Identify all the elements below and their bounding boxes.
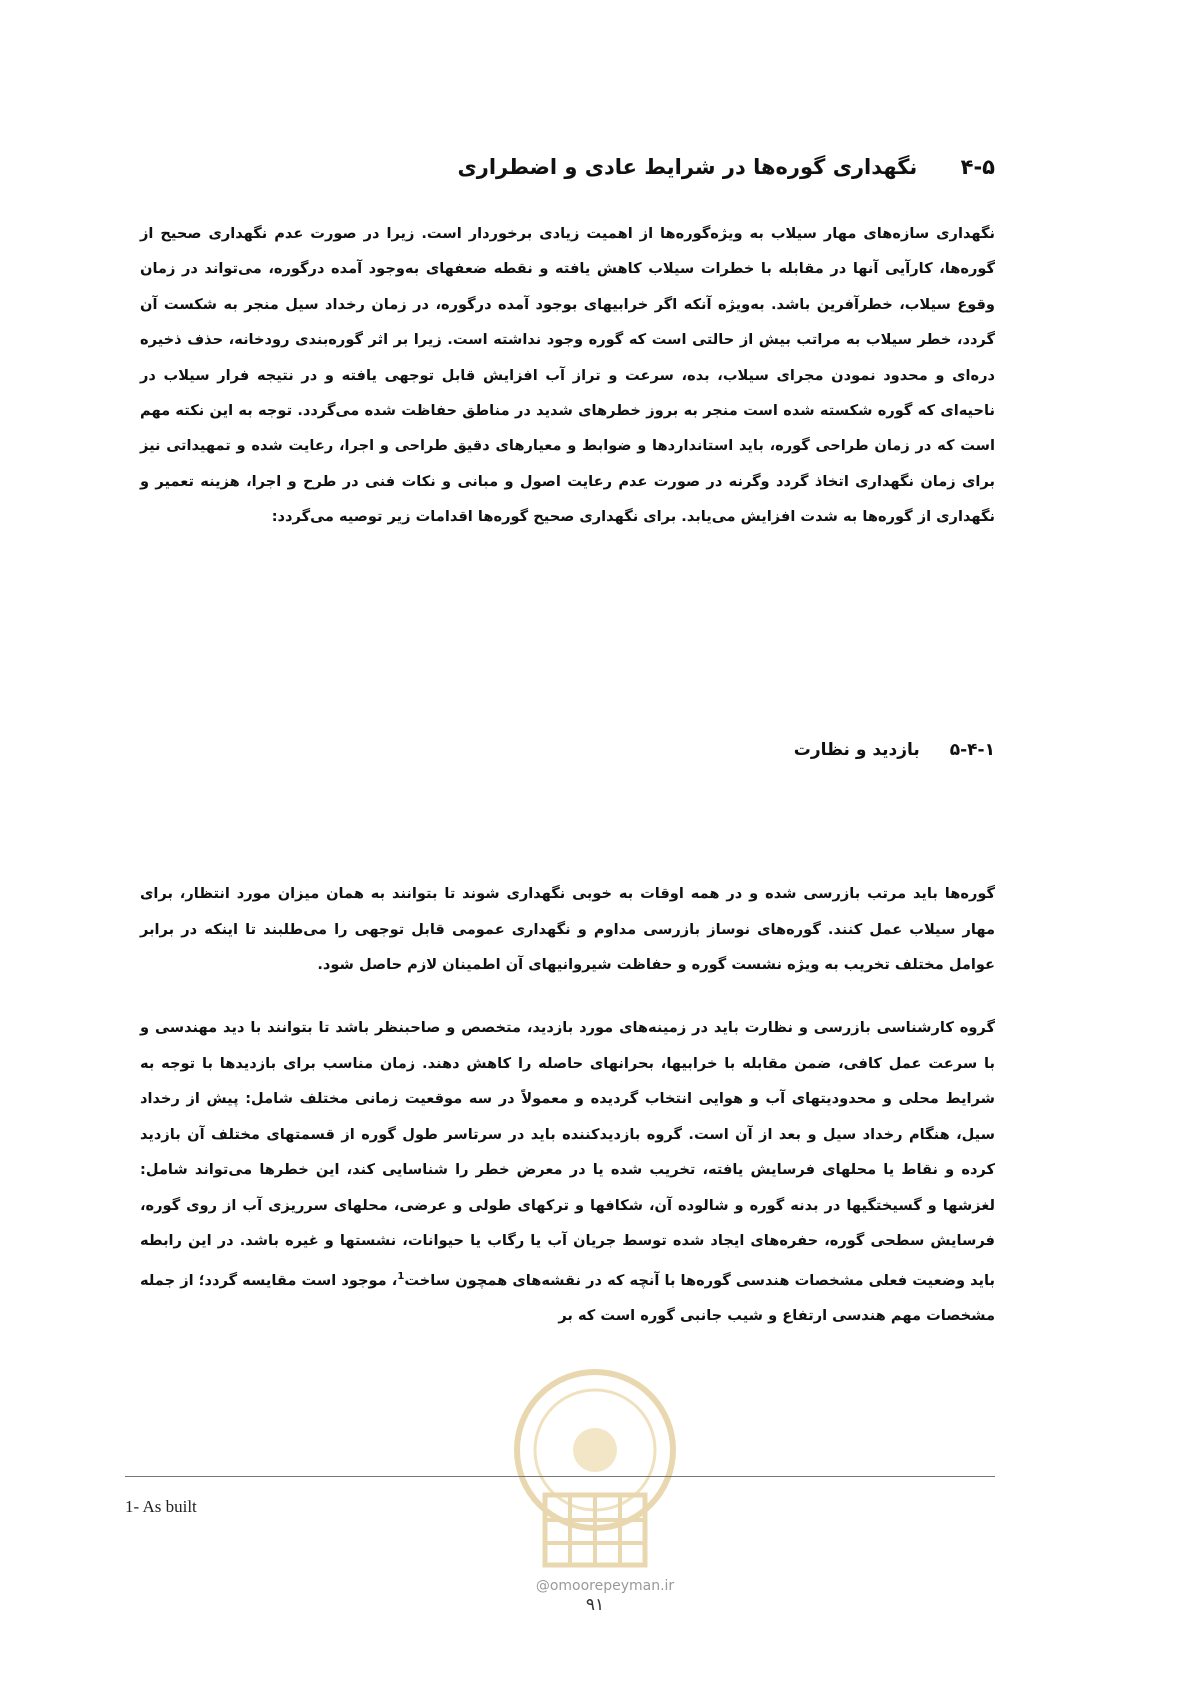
- paragraph-inspection: [140, 876, 995, 983]
- subsection-number: ۵-۴-۱: [949, 740, 995, 760]
- paragraph-text-part1: گروه کارشناسی بازرسی و نظارت باید در زمینه‌های مورد بازدید، متخصص و صاحبنظر باشد تا بتوانند با دید مهندسی و با سرعت عمل کافی، ضمن مقابله با خرابیها، بحرانهای حاصله را کاهش دهند. زمان مناسب برای بازدیدها با توجه به شرایط محلی و محدودیتهای آب و هوایی انتخاب گردیده و معمولاً در سه موقعیت زمانی مختلف شامل: پیش از رخداد سیل، هنگام رخداد سیل و بعد از آن است. گروه بازدیدکننده باید در سرتاسر طول گوره از قسمتهای مختلف آن بازدید کرده و نقاط یا محلهای فرسایش یافته، تخریب شده یا در معرض خطر را شناسایی کند، این خطرها می‌تواند شامل: لغزشها و گسیختگیها در بدنه گوره و شالوده آن، شکافها و ترکهای طولی و عرضی، محلهای سرریزی آب از روی گوره، فرسایش سطحی گوره، حفره‌های ایجاد شده توسط جریان آب یا رگاب یا حیوانات، نشستها و غیره باشد. در این رابطه باید وضعیت فعلی مشخصات هندسی گوره‌ها با آنچه که در نقشه‌های همچون ساخت: [140, 1019, 995, 1289]
- paragraph-text: [140, 1010, 995, 1333]
- paragraph-text: نگهداری سازه‌های مهار سیلاب به ویژه‌گوره‌ها از اهمیت زیادی برخوردار است. زیرا در صورت عدم نگهداری صحیح از گوره‌ها، کارآیی آنها در مقابله با خطرات سیلاب کاهش یافته و نقطه ضعفهای به‌وجود آمده درگوره، می‌تواند در زمان وقوع سیلاب، خطرآفرین باشد. به‌ویژه آنکه اگر خرابیهای بوجود آمده درگوره، در زمان رخداد سیل منجر به شکست آن گردد، خطر سیلاب به مراتب بیش از حالتی است که گوره وجود نداشته است. زیرا بر اثر گوره‌بندی رودخانه، حذف ذخیره دره‌ای و محدود نمودن مجرای سیلاب، بده، سرعت و تراز آب افزایش قابل توجهی یافته و در نتیجه فرار سیلاب در ناحیه‌ای که گوره شکسته شده است منجر به بروز خطرهای شدید در مناطق حفاظت شده می‌گردد. توجه به این نکته مهم است که در زمان طراحی گوره، باید استانداردها و ضوابط و معیارهای دقیق طراحی و اجرا، رعایت شده و تمهیداتی نیز برای زمان نگهداری اتخاذ گردد وگرنه در صورت عدم رعایت اصول و مبانی و نکات فنی در طرح و اجرا، هزینه تعمیر و نگهداری از گوره‌ها به شدت افزایش می‌یابد. برای نگهداری صحیح گوره‌ها اقدامات زیر توصیه می‌گردد:: [140, 225, 995, 526]
- footnote: 1- As built: [125, 1497, 197, 1516]
- paragraph-text-part2: ، موجود است مقایسه گردد؛ از جمله مشخصات مهم هندسی ارتفاع و شیب جانبی گوره است که بر: [140, 1271, 995, 1324]
- paragraph-maintenance-intro: [140, 216, 995, 535]
- section-heading: [195, 152, 995, 182]
- watermark-seal-icon: [475, 1345, 715, 1595]
- subsection-title: بازدید و نظارت: [793, 740, 920, 760]
- paragraph-inspection-team: [140, 1010, 995, 1333]
- section-number: ۴-۵: [960, 155, 995, 179]
- footnote-reference[interactable]: 1: [397, 1270, 405, 1282]
- paragraph-text: گوره‌ها باید مرتب بازرسی شده و در همه اوقات به خوبی نگهداری شوند تا بتوانند به همان میزان مورد انتظار، برای مهار سیلاب عمل کنند. گوره‌های نوساز بازرسی مداوم و نگهداری عمومی قابل توجهی را می‌طلبند تا اینکه در برابر عوامل مختلف تخریب به ویژه نشست گوره و حفاظت شیروانیهای آن اطمینان لازم حاصل شود.: [140, 885, 995, 973]
- section-title: نگهداری گوره‌ها در شرایط عادی و اضطراری: [457, 155, 918, 179]
- watermark-text: @omoorepeyman.ir: [535, 1578, 675, 1594]
- subsection-heading: [195, 737, 995, 763]
- page-number: ۹۱: [585, 1595, 605, 1615]
- footnote-divider: [125, 1476, 995, 1477]
